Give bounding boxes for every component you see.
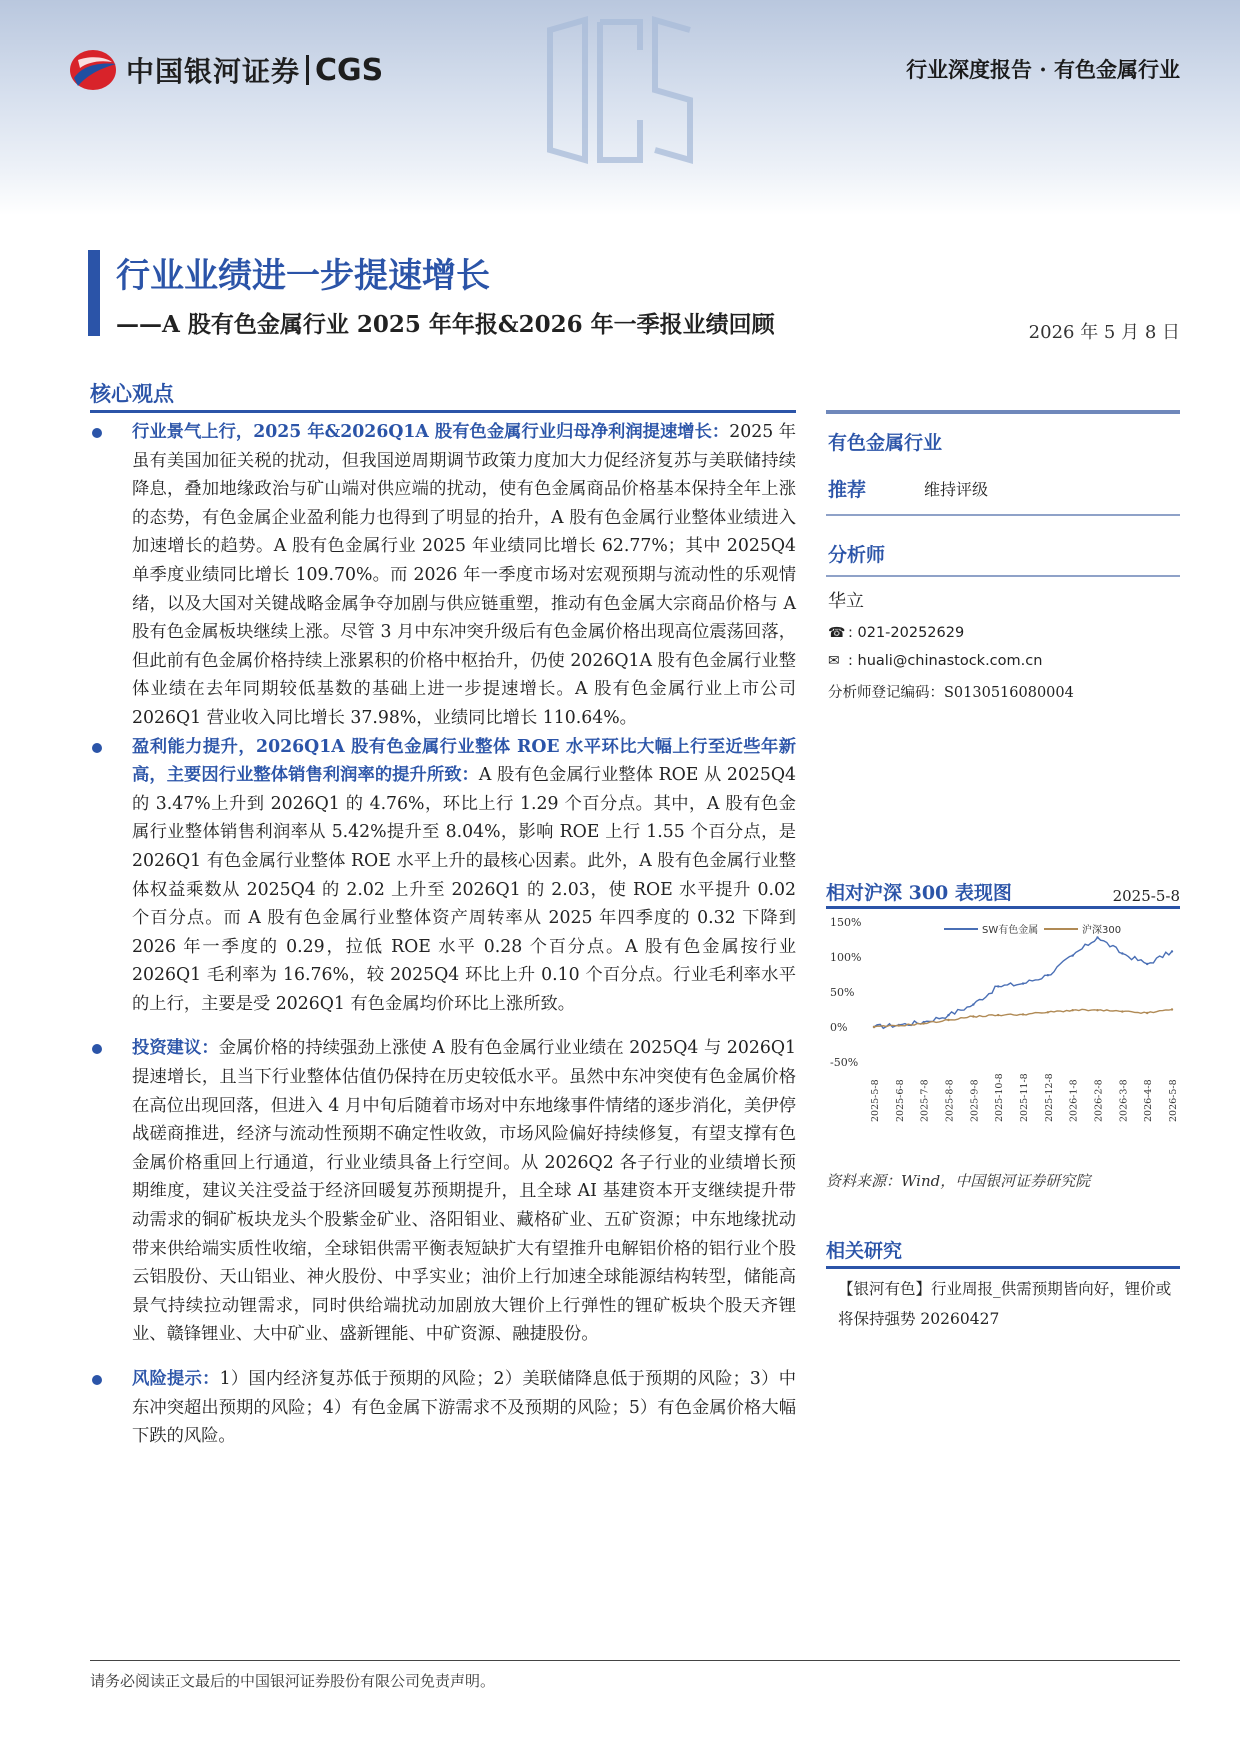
data-point xyxy=(997,985,999,987)
y-tick-label: -50% xyxy=(830,1056,859,1069)
bullet-icon xyxy=(92,1044,102,1054)
report-type: 行业深度报告 · 有色金属行业 xyxy=(906,57,1180,82)
data-point xyxy=(947,1019,949,1021)
report-title: 行业业绩进一步提速增长 xyxy=(116,256,490,296)
galaxy-logo-icon xyxy=(68,48,118,92)
legend-label: 沪深300 xyxy=(1082,925,1122,936)
data-point xyxy=(1121,952,1123,954)
x-tick-label: 2026-5-8 xyxy=(1168,1079,1179,1122)
core-point-lead: 风险提示： xyxy=(132,1369,220,1389)
data-point xyxy=(947,1014,949,1016)
data-point xyxy=(1022,982,1024,984)
analyst-name: 华立 xyxy=(828,591,864,612)
data-point xyxy=(898,1024,900,1026)
data-point xyxy=(922,1022,924,1024)
x-tick-label: 2025-8-8 xyxy=(944,1079,956,1122)
report-subtitle: ——A 股有色金属行业 2025 年年报&2026 年一季报业绩回顾 xyxy=(116,311,775,338)
x-tick-label: 2026-1-8 xyxy=(1068,1079,1080,1122)
bullet-icon xyxy=(92,1375,102,1385)
company-logo xyxy=(68,48,383,92)
data-point xyxy=(1171,950,1173,952)
core-point-lead: 投资建议： xyxy=(132,1038,219,1059)
core-point xyxy=(90,733,796,1019)
data-point xyxy=(1096,936,1098,938)
phone-icon: ☎ xyxy=(828,625,846,641)
x-tick-label: 2025-10-8 xyxy=(994,1073,1006,1122)
chart-title: 相对沪深 300 表现图 xyxy=(826,882,1012,904)
x-tick-label: 2025-5-8 xyxy=(870,1079,881,1122)
x-tick-label: 2025-11-8 xyxy=(1019,1073,1030,1122)
core-point xyxy=(90,1365,796,1451)
sidebar xyxy=(826,410,1180,708)
x-tick-label: 2025-12-8 xyxy=(1043,1073,1055,1122)
rating-value: 维持评级 xyxy=(924,480,989,499)
y-tick-label: 50% xyxy=(830,986,855,999)
y-tick-label: 150% xyxy=(830,916,862,929)
data-point xyxy=(1146,963,1148,965)
core-view-points xyxy=(90,418,796,1451)
y-tick-label: 0% xyxy=(830,1021,848,1034)
logo-text: 中国银河证券 xyxy=(126,55,301,88)
rating-label: 推荐 xyxy=(828,479,867,501)
analyst-heading: 分析师 xyxy=(828,544,886,566)
legend-label: SW有色金属 xyxy=(982,925,1039,936)
core-point xyxy=(90,418,796,733)
email-address[interactable]: huali@chinastock.com.cn xyxy=(857,653,1043,669)
data-point xyxy=(1047,974,1049,976)
core-point-text: 金属价格的持续强劲上涨使 A 股有色金属行业业绩在 2025Q4 与 2026Q1 提速增长，且当下行业整体估值仍保持在历史较低水平。虽然中东冲突使有色金属价格在高位出现回落，但进入 4 月中旬后随着市场对中东地缘事件情绪的逐步消化，美伊停战磋商推进，经济与流动性预期不确定性收敛，市场风险偏好持续修复，有望支撑有色金属价格重回上行通道，行业业绩具备上行空间。从 2026Q2 各子行业的业绩增长预期维度，建议关注受益于经济回暖复苏预期提升，且全球 AI 基建资本开支继续提升带动需求的铜矿板块龙头个股紫金矿业、洛阳钼业、藏格矿业、五矿资源；中东地缘扰动带来供给端实质性收缩，全球铝供需平衡表短缺扩大有望推升电解铝价格的铝行业个股云铝股份、天山铝业、神火股份、中孚实业；油价上行加速全球能源结构转型，储能高景气持续拉动锂需求，同时供给端扰动加剧放大锂价上行弹性的锂矿板块个股天齐锂业、赣锋锂业、大中矿业、盛新锂能、中矿资源、融捷股份。 xyxy=(132,1038,796,1345)
x-tick-label: 2026-3-8 xyxy=(1118,1079,1130,1122)
core-point-text: 1）国内经济复苏低于预期的风险；2）美联储降息低于预期的风险；3）中东冲突超出预期的风险；4）有色金属下游需求不及预期的风险；5）有色金属价格大幅下跌的风险。 xyxy=(132,1369,796,1447)
data-point xyxy=(1047,1011,1049,1013)
footer-divider xyxy=(90,1660,1180,1661)
related-divider xyxy=(826,1266,1180,1269)
bullet-icon xyxy=(92,743,102,753)
data-point xyxy=(1146,1012,1148,1014)
rating-row xyxy=(826,465,1180,514)
data-point xyxy=(1096,1009,1098,1011)
email-icon: ✉ xyxy=(828,653,840,669)
related-item[interactable]: 【银河有色】行业周报_供需预期皆向好，锂价或将保持强势 20260427 xyxy=(838,1280,1172,1328)
x-tick-label: 2025-9-8 xyxy=(969,1079,981,1122)
chart-date: 2025-5-8 xyxy=(1112,887,1180,905)
data-point xyxy=(972,1015,974,1017)
logo-separator xyxy=(306,55,309,85)
analyst-email: ✉ : huali@chinastock.com.cn xyxy=(828,653,1043,669)
related-heading: 相关研究 xyxy=(826,1240,903,1262)
analyst-phone: ☎ : 021-20252629 xyxy=(828,625,965,641)
data-point xyxy=(1022,1013,1024,1015)
chart-divider xyxy=(826,906,1180,909)
section-divider xyxy=(90,410,796,413)
analyst-registration: 分析师登记编码：S0130516080004 xyxy=(828,685,1074,701)
data-point xyxy=(972,1003,974,1005)
performance-chart xyxy=(826,912,1180,1132)
data-point xyxy=(1071,954,1073,956)
core-point-text: 2025 年虽有美国加征关税的扰动，但我国逆周期调节政策力度加大力促经济复苏与美联储持续降息，叠加地缘政治与矿山端对供应端的扰动，使有色金属商品价格基本保持全年上涨的态势，有色金属企业盈利能力也得到了明显的抬升，A 股有色金属行业整体业绩进入加速增长的趋势。A 股有色金属行业 2025 年业绩同比增长 62.77%；其中 2025Q4 单季度业绩同比增长 109.70%。而 2026 年一季度市场对宏观预期与流动性的乐观情绪，以及大国对关键战略金属争夺加剧与供应链重塑，推动有色金属大宗商品价格与 A 股有色金属板块继续上涨。尽管 3 月中东冲突升级后有色金属价格出现高位震荡回落，但此前有色金属价格持续上涨累积的价格中枢抬升，仍使 2026Q1A 股有色金属行业整体业绩在去年同期较低基数的基础上进一步提速增长。A 股有色金属行业上市公司 2026Q1 营业收入同比增长 37.98%，业绩同比增长 110.64%。 xyxy=(132,422,796,728)
core-point-lead: 盈利能力提升，2026Q1A 股有色金属行业整体 ROE 水平环比大幅上行至近些年新高，主要因行业整体销售利润率的提升所致： xyxy=(132,736,796,786)
series-line-hs300 xyxy=(874,1009,1172,1027)
logo-cgs: CGS xyxy=(315,52,384,88)
data-point xyxy=(1121,1010,1123,1012)
chart-source: 资料来源：Wind，中国银河证券研究院 xyxy=(826,1172,1091,1190)
data-point xyxy=(1171,1008,1173,1010)
y-tick-label: 100% xyxy=(830,951,862,964)
x-tick-label: 2026-2-8 xyxy=(1093,1079,1105,1122)
chart-header xyxy=(826,878,1180,905)
x-tick-label: 2025-6-8 xyxy=(894,1079,906,1122)
sidebar-industry: 有色金属行业 xyxy=(828,432,943,454)
data-point xyxy=(873,1026,875,1028)
bullet-icon xyxy=(92,428,102,438)
phone-number: 021-20252629 xyxy=(857,625,965,641)
core-point-text: A 股有色金属行业整体 ROE 从 2025Q4 的 3.47%上升到 2026Q1 的 4.76%，环比上行 1.29 个百分点。其中，A 股有色金属行业整体销售利润率从 5.42%提升至 8.04%，影响 ROE 上行 1.55 个百分点，是 2026Q1 有色金属行业整体 ROE 水平上升的最核心因素。此外，A 股有色金属行业整体权益乘数从 2025Q4 的 2.02 上升至 2026Q1 的 2.03，使 ROE 水平提升 0.02 个百分点。而 A 股有色金属行业整体资产周转率从 2025 年四季度的 0.32 下降到 2026 年一季度的 0.29，拉低 ROE 水平 0.28 个百分点。A 股有色金属按行业 2026Q1 毛利率为 16.76%，较 2025Q4 环比上升 0.10 个百分点。行业毛利率水平的上行，主要是受 2026Q1 有色金属均价环比上涨所致。 xyxy=(132,765,796,1014)
data-point xyxy=(997,1014,999,1016)
cgs-watermark-icon xyxy=(540,10,700,170)
title-accent-bar xyxy=(88,250,100,336)
x-tick-label: 2026-4-8 xyxy=(1143,1079,1155,1122)
data-point xyxy=(1071,1009,1073,1011)
x-tick-label: 2025-7-8 xyxy=(919,1079,931,1122)
footer-disclaimer: 请务必阅读正文最后的中国银河证券股份有限公司免责声明。 xyxy=(90,1672,496,1690)
core-point-lead: 行业景气上行，2025 年&2026Q1A 股有色金属行业归母净利润提速增长： xyxy=(132,422,730,442)
core-view-heading: 核心观点 xyxy=(90,381,174,406)
report-date: 2026 年 5 月 8 日 xyxy=(1028,322,1180,343)
core-point xyxy=(90,1034,796,1349)
